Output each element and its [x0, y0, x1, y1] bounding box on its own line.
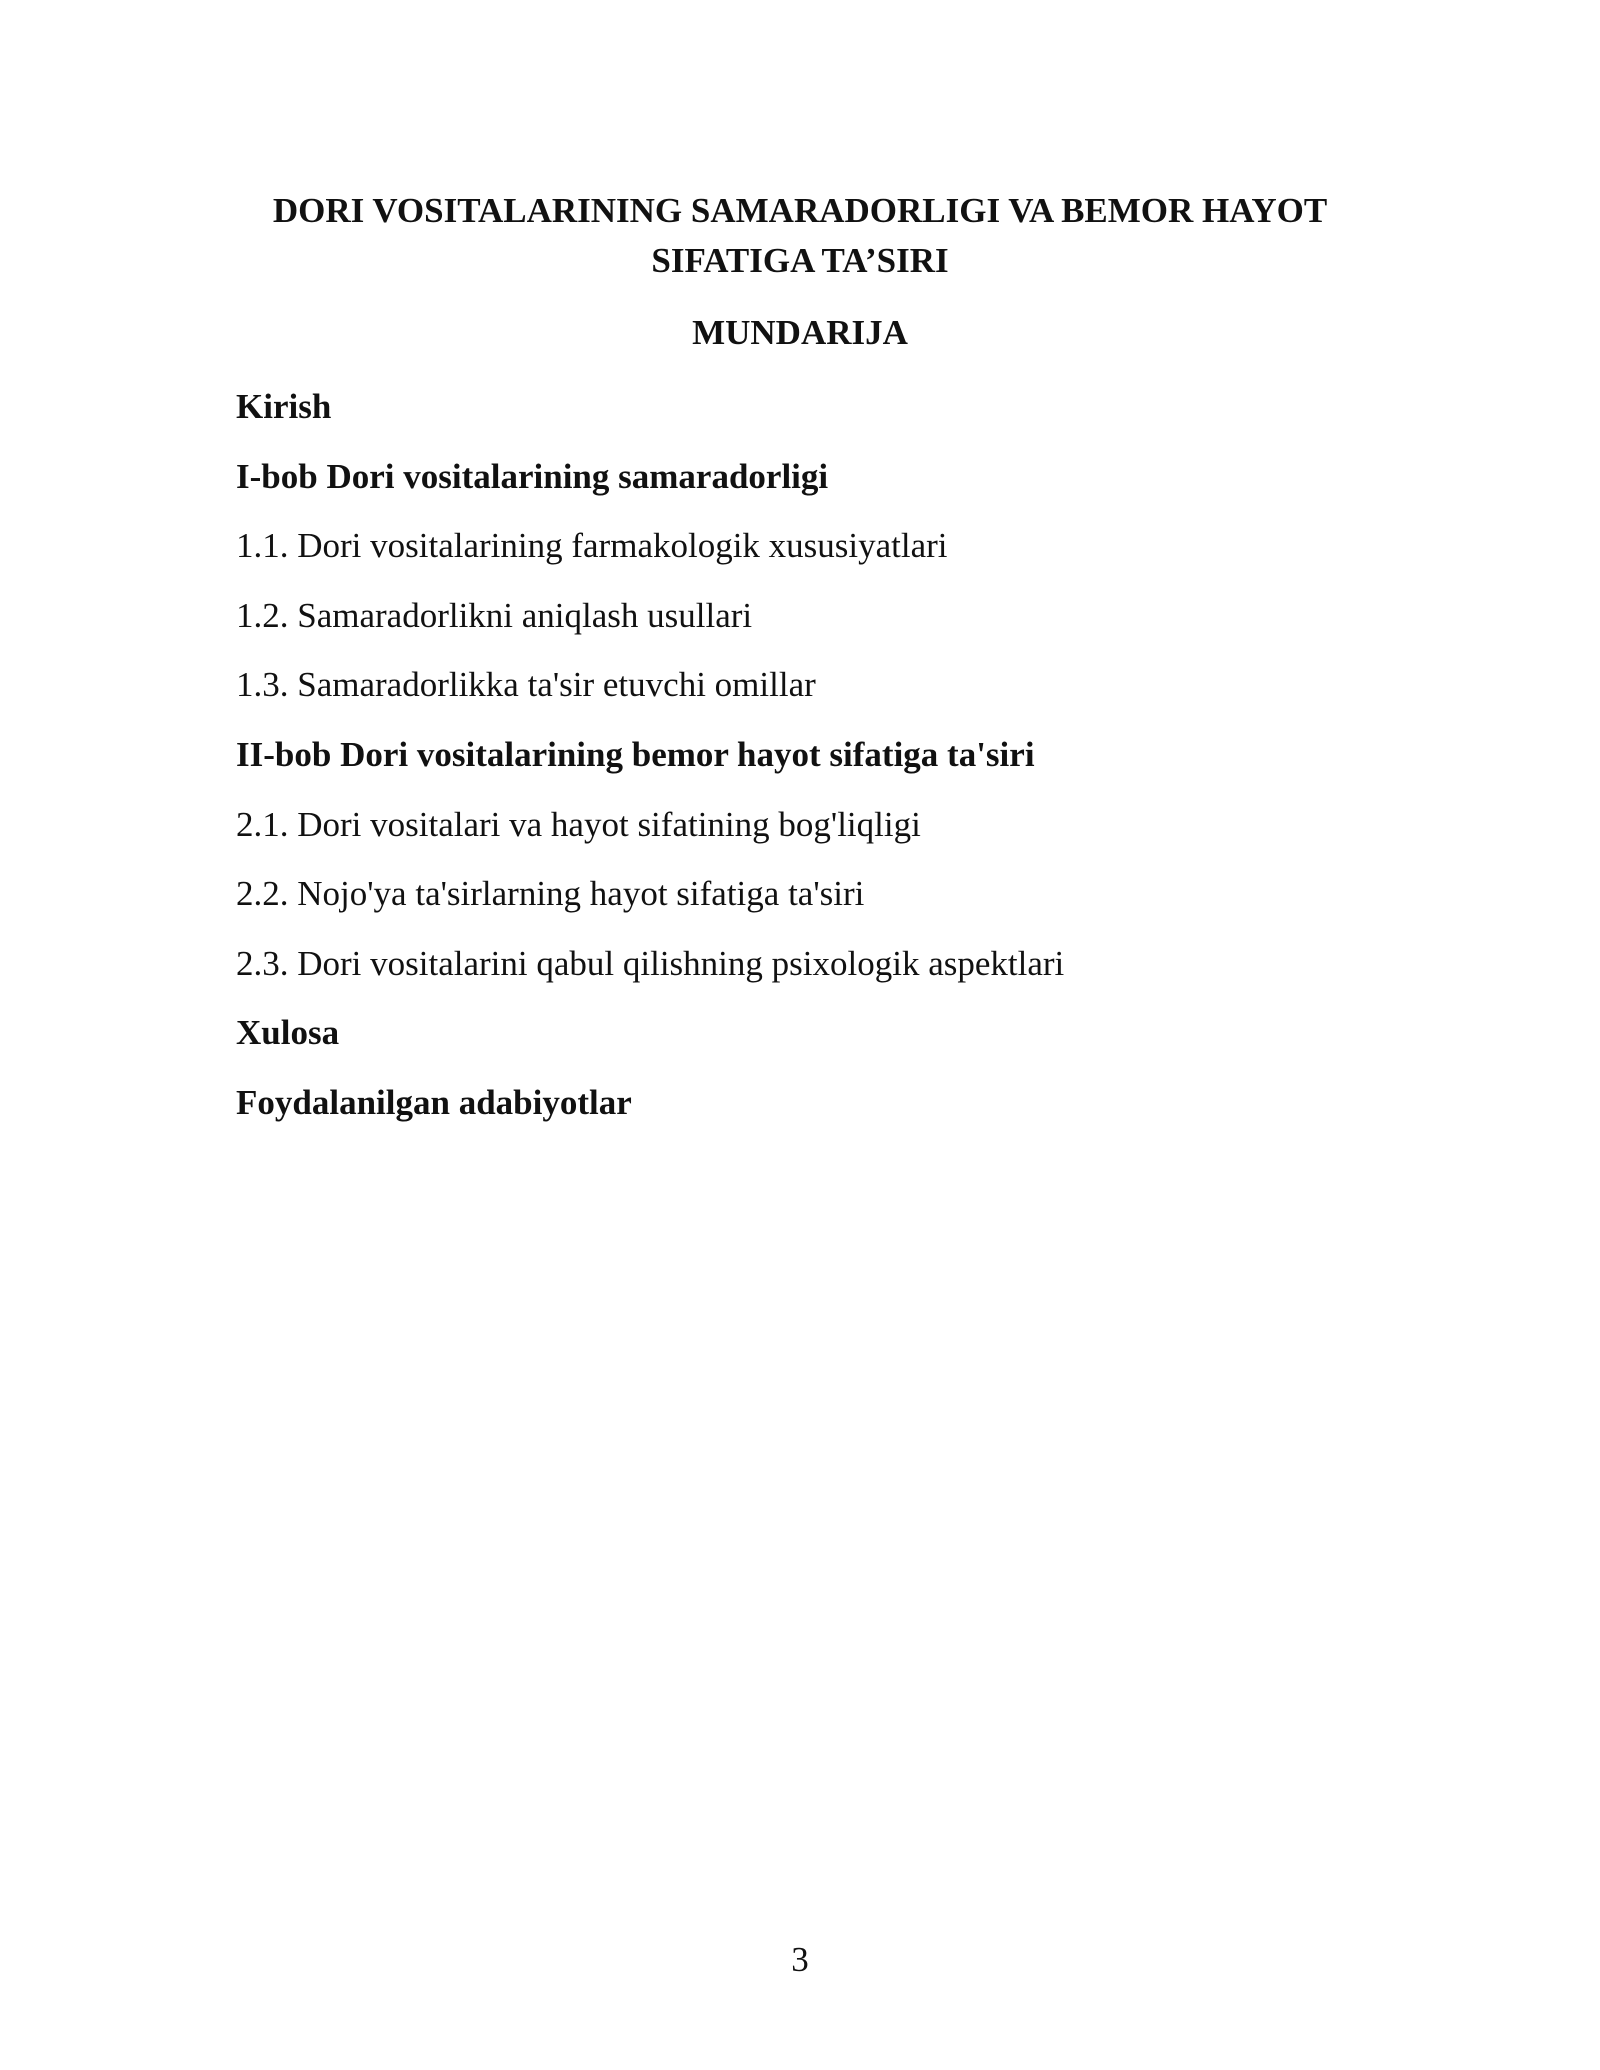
- toc-item-chapter-2: II-bob Dori vositalarining bemor hayot sifatiga ta'siri: [236, 734, 1035, 774]
- toc-item-chapter-1: I-bob Dori vositalarining samaradorligi: [236, 456, 829, 496]
- page-number: 3: [791, 1940, 809, 1979]
- toc-item-2-1: 2.1. Dori vositalari va hayot sifatining bog'liqligi: [236, 804, 921, 844]
- document-title: [200, 186, 1400, 286]
- toc-item-1-2: 1.2. Samaradorlikni aniqlash usullari: [236, 595, 753, 635]
- toc-item-1-3: 1.3. Samaradorlikka ta'sir etuvchi omillar: [236, 665, 816, 705]
- document-title-line-1: DORI VOSITALARINING SAMARADORLIGI VA BEMOR HAYOT: [272, 191, 1328, 230]
- toc-item-2-3: 2.3. Dori vositalarini qabul qilishning psixologik aspektlari: [236, 943, 1065, 983]
- toc-item-xulosa: Xulosa: [236, 1013, 340, 1053]
- toc-item-adabiyotlar: Foydalanilgan adabiyotlar: [236, 1082, 632, 1122]
- toc-item-2-2: 2.2. Nojo'ya ta'sirlarning hayot sifatiga ta'siri: [236, 874, 865, 914]
- toc-heading: MUNDARIJA: [692, 313, 908, 352]
- table-of-contents: [236, 382, 1436, 1148]
- toc-item-kirish: Kirish: [236, 387, 332, 426]
- toc-item-1-1: 1.1. Dori vositalarining farmakologik xususiyatlari: [236, 526, 948, 566]
- document-title-line-2: SIFATIGA TA’SIRI: [651, 241, 949, 280]
